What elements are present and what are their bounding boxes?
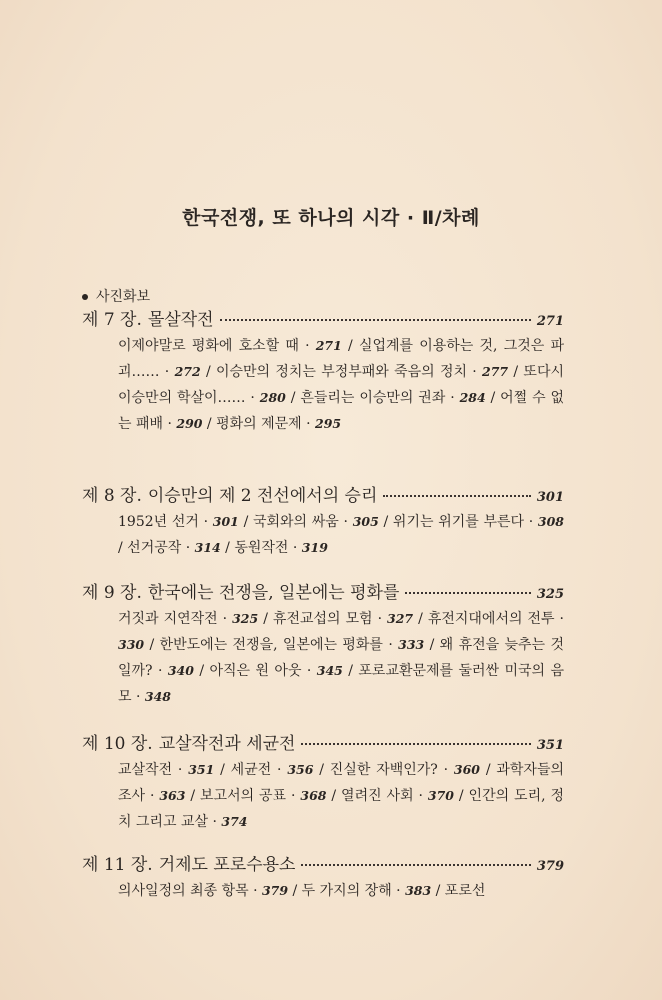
chapter-sections	[118, 878, 564, 904]
section-page: 295	[315, 416, 342, 431]
leader-dots	[220, 319, 531, 321]
section-title: 교살작전 ·	[118, 762, 189, 778]
section-page: 356	[287, 762, 314, 777]
section-page: 345	[316, 663, 343, 678]
section-title: / 포로교환문제를 둘러싼 미국의 음모 ·	[118, 663, 565, 705]
chapter-page: 325	[536, 587, 564, 602]
chapter-10	[82, 729, 564, 835]
section-title: / 휴전교섭의 모험 ·	[258, 611, 388, 627]
section-page: 284	[459, 390, 486, 405]
section-page: 351	[188, 762, 215, 777]
chapter-page: 271	[536, 314, 564, 329]
leader-dots	[383, 495, 530, 497]
chapter-page: 379	[536, 859, 564, 874]
section-page: 330	[118, 637, 145, 652]
section-title: / 또다시 이승만의 학살이…… ·	[118, 364, 564, 406]
chapter-number: 제 8 장.	[82, 486, 142, 506]
chapter-sections	[118, 333, 564, 437]
section-page: 308	[537, 514, 564, 529]
chapter-title: 이승만의 제 2 전선에서의 승리	[147, 486, 378, 506]
section-title: 거짓과 지연작전 ·	[118, 611, 233, 627]
section-page: 327	[387, 611, 414, 626]
section-title: / 진실한 자백인가? ·	[313, 762, 454, 778]
chapter-heading	[82, 481, 564, 507]
chapter-number: 제 11 장.	[82, 855, 153, 875]
section-title: / 흔들리는 이승만의 권좌 ·	[285, 390, 460, 406]
section-page: 368	[300, 788, 327, 803]
section-page: 271	[315, 338, 342, 353]
section-title: / 위기는 위기를 부른다 ·	[378, 514, 538, 530]
chapter-11	[82, 850, 564, 904]
chapter-9	[82, 578, 564, 710]
chapter-title: 몰살작전	[147, 310, 214, 330]
leader-dots	[301, 743, 530, 745]
section-title: / 선거공작 ·	[118, 540, 195, 556]
section-page: 325	[232, 611, 259, 626]
chapter-page: 351	[536, 738, 564, 753]
section-title: / 왜 휴전을 늦추는 것일까? ·	[118, 637, 564, 679]
chapter-sections	[118, 606, 564, 710]
chapter-page: 301	[536, 490, 564, 505]
section-title: / 열려진 사회 ·	[326, 788, 428, 804]
leader-dots	[301, 864, 530, 866]
section-page: 360	[453, 762, 480, 777]
section-title: / 어쩔 수 없는 패배 ·	[118, 390, 564, 432]
chapter-heading	[82, 305, 564, 331]
section-title: 의사일정의 최종 항목 ·	[118, 883, 262, 899]
section-title: / 보고서의 공표 ·	[185, 788, 301, 804]
leader-dots	[405, 592, 530, 594]
page-title: 한국전쟁, 또 하나의 시각 · Ⅱ/차례	[182, 207, 480, 229]
section-title: / 국회와의 싸움 ·	[238, 514, 353, 530]
chapter-8	[82, 481, 564, 561]
chapter-number: 제 9 장.	[82, 583, 142, 603]
section-title: / 세균전 ·	[214, 762, 288, 778]
chapter-title: 교살작전과 세균전	[158, 734, 296, 754]
chapter-heading	[82, 850, 564, 876]
section-title: / 실업계를 이용하는 것, 그것은 파괴…… ·	[118, 338, 564, 380]
section-title: 1952년 선거 ·	[118, 514, 213, 530]
photo-label-text: 사진화보	[96, 289, 151, 305]
section-page: 305	[352, 514, 379, 529]
section-page: 348	[144, 689, 171, 704]
section-title: / 포로선	[431, 883, 486, 899]
section-page: 340	[167, 663, 194, 678]
section-page: 319	[301, 540, 328, 555]
chapter-sections	[118, 509, 564, 561]
chapter-heading	[82, 578, 564, 604]
section-title: / 과학자들의 조사 ·	[118, 762, 564, 804]
section-page: 383	[405, 883, 432, 898]
section-page: 370	[427, 788, 454, 803]
chapter-heading	[82, 729, 564, 755]
section-page: 379	[261, 883, 289, 898]
chapter-title: 한국에는 전쟁을, 일본에는 평화를	[147, 583, 400, 603]
section-title: / 한반도에는 전쟁을, 일본에는 평화를 ·	[144, 637, 399, 653]
section-title: 이제야말로 평화에 호소할 때 ·	[118, 338, 316, 354]
section-page: 301	[212, 514, 239, 529]
section-title: / 이승만의 정치는 부정부패와 죽음의 정치 ·	[200, 364, 483, 380]
chapter-7	[82, 305, 564, 437]
section-title: / 평화의 제문제 ·	[202, 416, 316, 432]
chapter-number: 제 7 장.	[82, 310, 142, 330]
section-title: / 아직은 원 아웃 ·	[193, 663, 317, 679]
chapter-number: 제 10 장.	[82, 734, 153, 754]
section-title: / 동원작전 ·	[220, 540, 302, 556]
section-title: / 인간의 도리, 정치 그리고 교살 ·	[118, 788, 564, 830]
section-page: 314	[194, 540, 221, 555]
section-title: / 휴전지대에서의 전투 ·	[413, 611, 564, 627]
section-page: 277	[482, 364, 509, 379]
section-page: 272	[174, 364, 201, 379]
chapter-sections	[118, 757, 564, 835]
section-page: 333	[398, 637, 425, 652]
section-page: 374	[221, 814, 248, 829]
section-page: 280	[259, 390, 286, 405]
section-page: 363	[159, 788, 186, 803]
chapter-title: 거제도 포로수용소	[158, 855, 296, 875]
bullet-icon	[82, 294, 88, 300]
photo-section-label	[82, 286, 150, 306]
section-page: 290	[176, 416, 203, 431]
section-title: / 두 가지의 장해 ·	[288, 883, 406, 899]
